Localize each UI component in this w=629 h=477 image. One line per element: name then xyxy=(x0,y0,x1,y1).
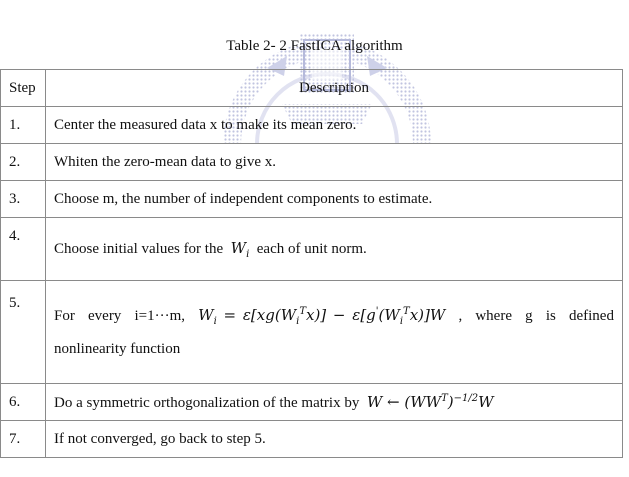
header-step: Step xyxy=(1,70,46,107)
word: every xyxy=(88,308,122,324)
math-wi: $W_i$ xyxy=(230,238,250,260)
step-number: 1. xyxy=(1,107,46,144)
fastica-table xyxy=(0,69,623,458)
word: is xyxy=(545,308,556,324)
step-description xyxy=(46,218,623,281)
step-number: 6. xyxy=(1,384,46,421)
step-number: 4. xyxy=(1,218,46,281)
step-description: Whiten the zero-mean data to give x. xyxy=(46,144,623,181)
step-text-after: each of unit norm. xyxy=(256,240,367,257)
step-description: If not converged, go back to step 5. xyxy=(46,421,623,458)
step-number: 7. xyxy=(1,421,46,458)
step-description xyxy=(46,281,623,384)
step-number: 2. xyxy=(1,144,46,181)
table-row xyxy=(1,384,623,421)
word: For xyxy=(54,308,75,324)
table-caption: Table 2- 2 FastICA algorithm xyxy=(226,38,403,54)
update-rule-formula: $W_i = \varepsilon[xg(W_i^Tx)] - \varepsilon[g'(W_i^Tx)]W$ xyxy=(198,306,446,327)
step-description: Center the measured data x to make its mean zero. xyxy=(46,107,623,144)
step-line-2: nonlinearity function xyxy=(54,341,181,357)
word: where xyxy=(475,308,512,324)
table-row xyxy=(1,218,623,281)
header-row xyxy=(1,70,623,107)
table-row xyxy=(1,107,623,144)
word: g xyxy=(525,308,533,324)
table-row xyxy=(1,181,623,218)
step-number: 3. xyxy=(1,181,46,218)
step-text-before: Choose initial values for the xyxy=(54,240,224,257)
orthogonalization-formula: W ← $(WW^T)^{-1/2}W$ xyxy=(366,392,494,411)
step-line-1 xyxy=(54,306,614,327)
table-row xyxy=(1,281,623,384)
step-description: Choose m, the number of independent components to estimate. xyxy=(46,181,623,218)
step-number: 5. xyxy=(1,281,46,384)
step-description xyxy=(46,384,623,421)
table-row xyxy=(1,421,623,458)
step-text: Do a symmetric orthogonalization of the matrix by xyxy=(54,394,360,411)
word: i=1···m, xyxy=(134,308,185,324)
header-description: Description xyxy=(46,70,623,107)
table-row xyxy=(1,144,623,181)
word: defined xyxy=(568,308,614,324)
word: , xyxy=(458,308,463,324)
